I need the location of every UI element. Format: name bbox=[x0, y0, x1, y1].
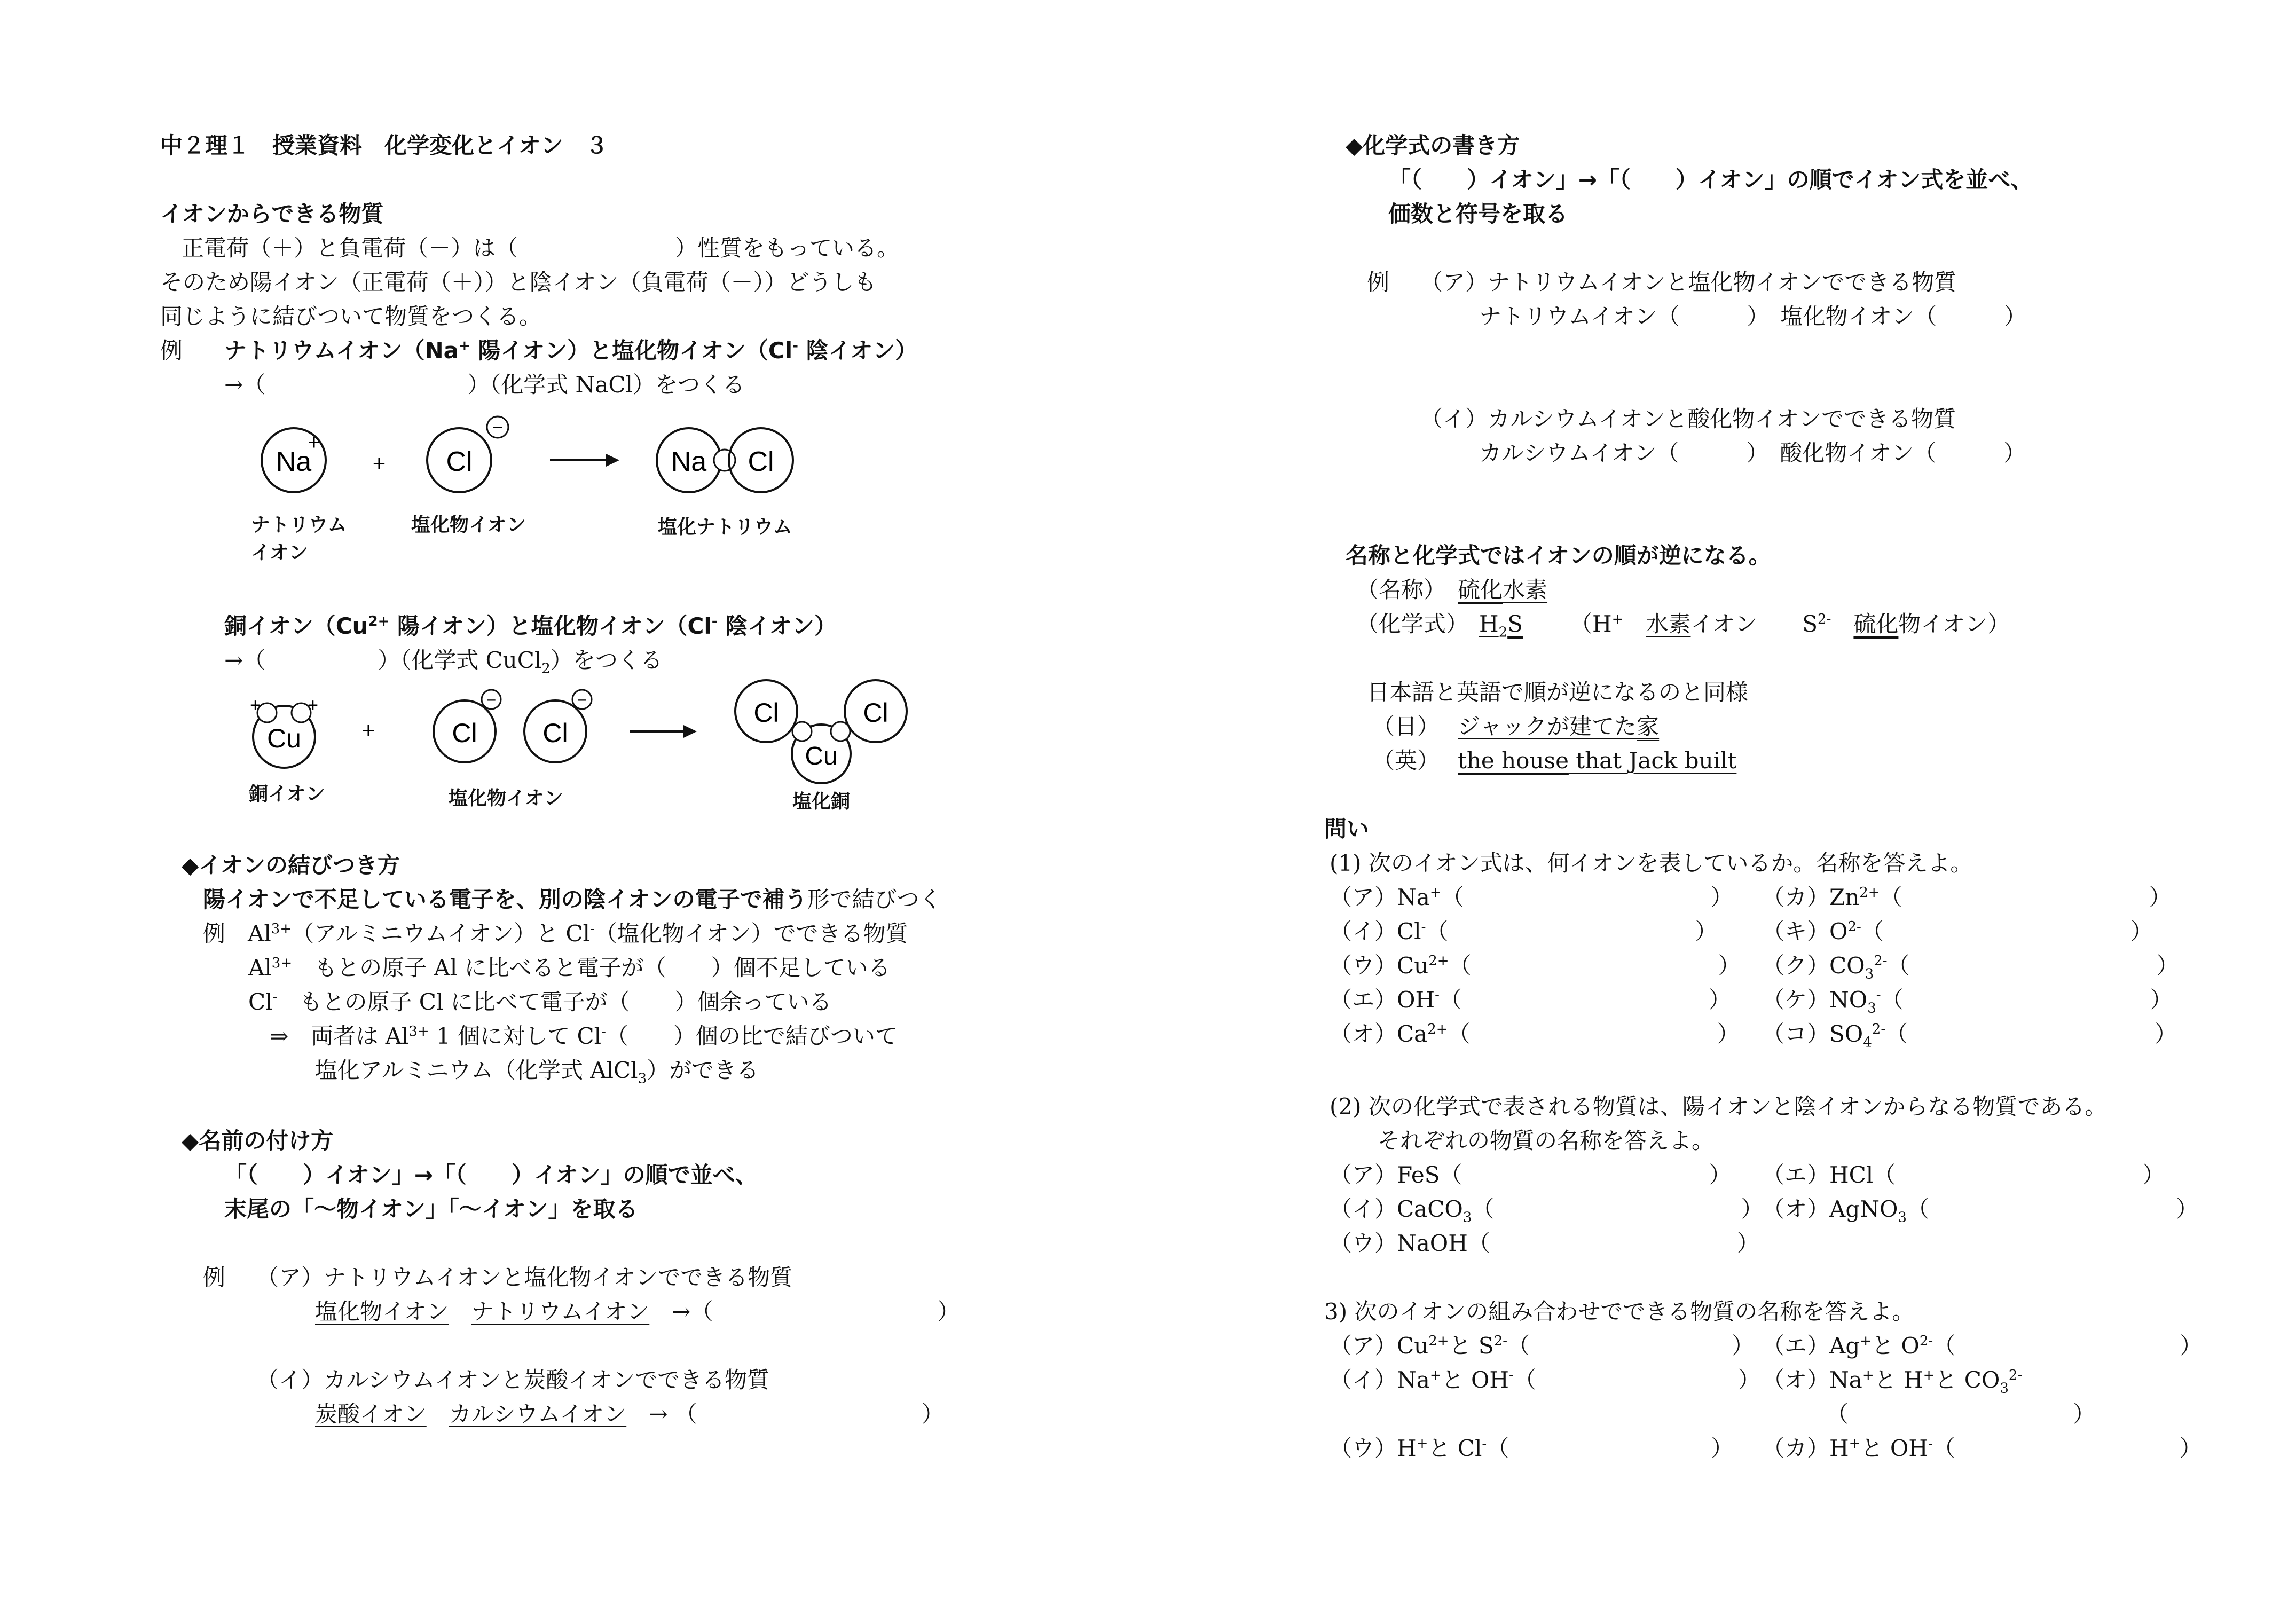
q3-ion-a: H bbox=[1397, 1435, 1417, 1461]
worksheet-header: 中２理１ 授業資料 化学変化とイオン ３ bbox=[160, 132, 608, 159]
q1-item bbox=[1762, 987, 2173, 1017]
q3-ion-b-charge: + bbox=[1923, 1367, 1935, 1383]
q2-item bbox=[1330, 1196, 1764, 1226]
q3-item-label: （ウ） bbox=[1330, 1435, 1397, 1461]
q3-ion-a: Ag bbox=[1829, 1333, 1860, 1359]
q1-item bbox=[1330, 989, 1731, 1011]
q2-item-formula: FeS bbox=[1397, 1162, 1440, 1188]
q1-item-formula: Ca bbox=[1397, 1021, 1428, 1047]
q3-item-label: （カ） bbox=[1762, 1435, 1830, 1461]
cucl2-cl-symbol-1: Cl bbox=[753, 698, 779, 728]
english-example: the house that Jack built bbox=[1458, 747, 1737, 774]
bonding-example: 例 $Al^{3+}$（アルミニウムイオン）と Cl-（塩化物イオン）でできる物質 bbox=[203, 920, 908, 947]
q2-item-sub: 3 bbox=[1462, 1209, 1472, 1226]
chloride-minus-charge: − bbox=[492, 418, 503, 438]
example-label: 例 bbox=[160, 337, 183, 364]
naming-rule-1: 「（ ）イオン」→「（ ）イオン」の順で並べ、 bbox=[224, 1162, 758, 1188]
q3-ion-a: Cu bbox=[1397, 1333, 1429, 1359]
q3-ion-b-charge: 2- bbox=[1919, 1333, 1933, 1349]
q3-item-label: （エ） bbox=[1762, 1333, 1830, 1359]
q1-item-label: （コ） bbox=[1762, 1021, 1830, 1047]
q3-item-label: （イ） bbox=[1330, 1367, 1397, 1393]
chloride-symbol: Cl bbox=[446, 446, 473, 477]
q3-ion-a: Na bbox=[1829, 1367, 1862, 1393]
q2-answer-blank[interactable]: （ ） bbox=[1467, 1230, 1759, 1256]
plus-sign-2: + bbox=[361, 718, 375, 743]
q1-answer-blank[interactable]: （ ） bbox=[1426, 918, 1718, 944]
q3-item bbox=[1330, 1369, 1760, 1391]
q3-item bbox=[1762, 1335, 2202, 1357]
intro-line-1: 正電荷（＋）と負電荷（－）は（ ）性質をもっている。 bbox=[182, 235, 900, 261]
q3-ion-b: と S bbox=[1449, 1333, 1494, 1359]
reverse-name-value: 硫化水素 bbox=[1458, 577, 1548, 603]
question-2-line-2: それぞれの物質の名称を答えよ。 bbox=[1378, 1128, 1715, 1154]
q1-item-charge: - bbox=[1876, 987, 1881, 1003]
naming-rule-2: 末尾の「～物イオン」「～イオン」を取る bbox=[224, 1196, 638, 1222]
label-chloride-ion-2: 塩化物イオン bbox=[449, 788, 563, 809]
q1-answer-blank[interactable]: （ ） bbox=[1887, 952, 2179, 979]
q3-answer-blank[interactable]: （ ） bbox=[1487, 1435, 1734, 1461]
q1-item-formula: Zn bbox=[1829, 884, 1860, 910]
bonding-line-alcl3: 塩化アルミニウム（化学式 AlCl$_3$）ができる bbox=[315, 1057, 759, 1087]
q3-ion-c-charge: 2- bbox=[2008, 1367, 2023, 1383]
reverse-formula-label: （化学式） bbox=[1356, 611, 1469, 637]
bonding-line-ratio: ⇒ 両者は $Al^{3+}$ 1 個に対して Cl-（ ）個の比で結びついて bbox=[270, 1023, 898, 1049]
q1-item bbox=[1330, 886, 1733, 909]
q1-item-label: （ア） bbox=[1330, 884, 1397, 910]
chloride-minus-2: − bbox=[577, 690, 587, 710]
chloride-symbol-2: Cl bbox=[542, 718, 568, 748]
q1-item-label: （カ） bbox=[1762, 884, 1830, 910]
reverse-order-title: 名称と化学式ではイオンの順が逆になる。 bbox=[1346, 542, 1771, 569]
q3-ion-b-charge: - bbox=[1482, 1436, 1487, 1452]
q1-item-sub: 4 bbox=[1863, 1034, 1872, 1051]
q3-ion-a: Na bbox=[1397, 1367, 1430, 1393]
q1-item-formula: OH bbox=[1397, 987, 1435, 1013]
formula-example-a-blanks: ナトリウムイオン（ ） 塩化物イオン（ ） bbox=[1479, 303, 2027, 329]
q2-item bbox=[1330, 1232, 1759, 1255]
naming-example-a: （ア）ナトリウムイオンと塩化物イオンでできる物質 bbox=[256, 1264, 793, 1290]
label-copper-ion: 銅イオン bbox=[249, 783, 325, 805]
copper-symbol: Cu bbox=[267, 723, 301, 753]
cucl2-bond-2 bbox=[831, 722, 850, 741]
q1-item-formula: Cu bbox=[1397, 952, 1429, 979]
q1-item-charge: - bbox=[1435, 987, 1440, 1003]
q1-answer-blank[interactable]: （ ） bbox=[1449, 952, 1741, 979]
formula-example-b: （イ）カルシウムイオンと酸化物イオンでできる物質 bbox=[1420, 406, 1956, 432]
q2-item bbox=[1762, 1196, 2198, 1226]
q1-item-sub: 3 bbox=[1867, 1000, 1876, 1017]
section-title-naming: ◆名前の付け方 bbox=[182, 1128, 334, 1154]
bonding-rule: 陽イオンで不足している電子を、別の陰イオンの電子で補う形で結びつく bbox=[203, 886, 942, 912]
example-2-arrow: →（ ）（化学式 CuCl$_2$）をつくる bbox=[224, 647, 663, 677]
q2-item-formula: NaOH bbox=[1397, 1230, 1468, 1256]
q2-item-label: （オ） bbox=[1762, 1196, 1830, 1222]
q2-item bbox=[1330, 1164, 1732, 1186]
q3-item-label: （オ） bbox=[1762, 1367, 1830, 1393]
q3-ion-a: H bbox=[1829, 1435, 1849, 1461]
plus-sign: + bbox=[372, 451, 386, 476]
formula-example-label: 例 bbox=[1367, 269, 1390, 295]
cucl2-diagram bbox=[246, 678, 940, 785]
nacl-cl-symbol: Cl bbox=[748, 446, 774, 477]
q1-item-charge: - bbox=[1421, 919, 1426, 935]
q3-ion-b-charge: 2- bbox=[1493, 1333, 1508, 1349]
section-title-ion-substances: イオンからできる物質 bbox=[160, 201, 384, 227]
formula-rule-2: 価数と符号を取る bbox=[1388, 201, 1568, 227]
q3-item-label: （ア） bbox=[1330, 1333, 1397, 1359]
japanese-label: （日） bbox=[1372, 713, 1440, 739]
q3-ion-b: と O bbox=[1872, 1333, 1920, 1359]
q1-item-formula: SO bbox=[1829, 1021, 1863, 1047]
q3-ion-b-charge: - bbox=[1928, 1436, 1933, 1452]
label-copper-chloride: 塩化銅 bbox=[792, 791, 851, 813]
copper-plus-2: + bbox=[308, 695, 318, 715]
question-2: (2) 次の化学式で表される物質は、陽イオンと陰イオンからなる物質である。 bbox=[1330, 1093, 2108, 1120]
q1-item-label: （ケ） bbox=[1762, 987, 1830, 1013]
q3-ion-b: と OH bbox=[1441, 1367, 1509, 1393]
reaction-arrowhead-2 bbox=[683, 725, 697, 738]
q1-item bbox=[1762, 1021, 2177, 1051]
nacl-bond-circle bbox=[714, 450, 735, 471]
q1-item-charge: 2+ bbox=[1427, 1021, 1448, 1037]
q3-ion-a-charge: 2+ bbox=[1428, 1333, 1449, 1349]
chloride-minus-1: − bbox=[486, 690, 497, 710]
q1-item-formula: NO bbox=[1829, 987, 1868, 1013]
q1-answer-blank[interactable]: （ ） bbox=[1885, 1021, 2177, 1047]
q1-item-formula: CO bbox=[1829, 952, 1865, 979]
q3-answer-blank[interactable]: （ ） bbox=[1513, 1367, 1760, 1393]
q1-item-label: （イ） bbox=[1330, 918, 1397, 944]
section-title-formula: ◆化学式の書き方 bbox=[1346, 132, 1520, 159]
q3-answer-blank[interactable]: （ ） bbox=[1933, 1333, 2203, 1359]
q2-item-formula: HCl bbox=[1829, 1162, 1874, 1188]
label-sodium-chloride: 塩化ナトリウム bbox=[658, 516, 792, 538]
naming-example-b: （イ）カルシウムイオンと炭酸イオンでできる物質 bbox=[256, 1367, 770, 1393]
q3-ion-b: と H bbox=[1874, 1367, 1923, 1393]
q1-item-label: （ク） bbox=[1762, 952, 1830, 979]
q2-answer-blank[interactable]: （ ） bbox=[1472, 1196, 1764, 1222]
q1-item-label: （オ） bbox=[1330, 1021, 1397, 1047]
intro-line-2: そのため陽イオン（正電荷（＋））と陰イオン（負電荷（－））どうしも bbox=[160, 269, 877, 295]
q3-ion-a-charge: + bbox=[1429, 1367, 1442, 1383]
q1-item-sub: 3 bbox=[1865, 966, 1874, 982]
q2-item-label: （ア） bbox=[1330, 1162, 1397, 1188]
japanese-example: ジャックが建てた家 bbox=[1458, 713, 1660, 739]
q1-answer-blank[interactable]: （ ） bbox=[1881, 987, 2173, 1013]
q1-item bbox=[1330, 952, 1741, 979]
q2-item-sub: 3 bbox=[1898, 1209, 1907, 1226]
q2-item-label: （エ） bbox=[1762, 1162, 1830, 1188]
q1-item-charge: 2- bbox=[1872, 1021, 1886, 1037]
intro-line-3: 同じように結びついて物質をつくる。 bbox=[160, 303, 542, 329]
example-1-title: ナトリウムイオン（Na+ 陽イオン）と塩化物イオン（Cl- 陰イオン） bbox=[224, 337, 918, 364]
copper-plus-1: + bbox=[250, 695, 261, 715]
q3-answer-blank[interactable]: （ ） bbox=[1507, 1333, 1755, 1359]
nacl-na-symbol: Na bbox=[671, 446, 707, 477]
q3-answer-blank[interactable]: （ ） bbox=[1826, 1401, 2096, 1427]
analogy-line: 日本語と英語で順が逆になるのと同様 bbox=[1367, 679, 1749, 705]
q1-item-charge: 2+ bbox=[1428, 953, 1449, 969]
q1-answer-blank[interactable]: （ ） bbox=[1880, 884, 2172, 910]
bonding-line-cl: Cl- もとの原子 Cl に比べて電子が（ ）個余っている bbox=[248, 989, 832, 1015]
q2-item bbox=[1762, 1164, 2165, 1186]
q1-item-charge: 2+ bbox=[1859, 885, 1880, 901]
q1-item-charge: + bbox=[1429, 885, 1442, 901]
nacl-diagram bbox=[246, 411, 833, 507]
q1-item bbox=[1762, 920, 2153, 943]
q3-item bbox=[1330, 1437, 1733, 1460]
q1-item-formula: Cl bbox=[1397, 918, 1421, 944]
chloride-symbol-1: Cl bbox=[452, 718, 477, 748]
q3-item bbox=[1330, 1335, 1754, 1357]
formula-example-b-blanks: カルシウムイオン（ ） 酸化物イオン（ ） bbox=[1479, 440, 2026, 466]
reverse-formula-value: $H_2S$ bbox=[1479, 611, 1523, 641]
formula-example-a: （ア）ナトリウムイオンと塩化物イオンでできる物質 bbox=[1420, 269, 1957, 295]
naming-example-b-answer: 炭酸イオン カルシウムイオン → （ ） bbox=[315, 1401, 944, 1427]
q3-ion-a-charge: + bbox=[1860, 1333, 1872, 1349]
q1-item bbox=[1330, 920, 1717, 943]
q1-item-charge: 2- bbox=[1874, 953, 1888, 969]
example-2-title: 銅イオン（$Cu^{2+}$ 陽イオン）と塩化物イオン（Cl- 陰イオン） bbox=[224, 613, 837, 639]
q1-item bbox=[1762, 886, 2172, 909]
label-sodium-ion: ナトリウム イオン bbox=[251, 514, 347, 564]
q3-ion-c-sub: 3 bbox=[2000, 1380, 2009, 1397]
section-title-bonding: ◆イオンの結びつき方 bbox=[182, 852, 400, 878]
q3-item bbox=[1762, 1367, 2023, 1397]
question-3: 3) 次のイオンの組み合わせでできる物質の名称を答えよ。 bbox=[1324, 1298, 1915, 1325]
q3-ion-a-charge: + bbox=[1416, 1436, 1428, 1452]
q1-answer-blank[interactable]: （ ） bbox=[1439, 987, 1731, 1013]
q1-answer-blank[interactable]: （ ） bbox=[1448, 1021, 1740, 1047]
naming-example-label: 例 bbox=[203, 1264, 226, 1290]
q1-item bbox=[1330, 1023, 1740, 1045]
q3-ion-a-charge: + bbox=[1862, 1367, 1874, 1383]
q1-answer-blank[interactable]: （ ） bbox=[1441, 884, 1733, 910]
q1-item-formula: Na bbox=[1397, 884, 1430, 910]
cucl2-cu-symbol: Cu bbox=[805, 742, 838, 770]
question-1: (1) 次のイオン式は、何イオンを表しているか。名称を答えよ。 bbox=[1330, 850, 1973, 876]
cucl2-bond-1 bbox=[792, 722, 812, 741]
q2-answer-blank[interactable]: （ ） bbox=[1906, 1196, 2198, 1222]
reverse-name-label: （名称） bbox=[1356, 577, 1446, 603]
reaction-arrowhead bbox=[606, 454, 619, 467]
sodium-symbol: Na bbox=[276, 446, 312, 477]
q1-answer-blank[interactable]: （ ） bbox=[1861, 918, 2153, 944]
naming-example-a-answer: 塩化物イオン ナトリウムイオン →（ ） bbox=[315, 1298, 960, 1325]
q1-item-label: （キ） bbox=[1762, 918, 1830, 944]
q2-answer-blank[interactable]: （ ） bbox=[1873, 1162, 2165, 1188]
q3-item bbox=[1762, 1437, 2202, 1460]
formula-rule-1: 「（ ）イオン」→「（ ）イオン」の順でイオン式を並べ、 bbox=[1388, 167, 2033, 193]
q3-answer-blank[interactable]: （ ） bbox=[1932, 1435, 2202, 1461]
q2-item-label: （ウ） bbox=[1330, 1230, 1397, 1256]
q3-ion-b-charge: - bbox=[1509, 1367, 1514, 1383]
example-1-arrow: →（ ）（化学式 NaCl）をつくる bbox=[224, 372, 745, 398]
q1-item-charge: 2- bbox=[1847, 919, 1861, 935]
q1-item-label: （ウ） bbox=[1330, 952, 1397, 979]
q1-item-formula: O bbox=[1829, 918, 1848, 944]
label-chloride-ion: 塩化物イオン bbox=[411, 514, 526, 536]
q1-item-label: （エ） bbox=[1330, 987, 1397, 1013]
q3-ion-b: と Cl bbox=[1428, 1435, 1482, 1461]
q1-item bbox=[1762, 952, 2179, 982]
q3-ion-a-charge: + bbox=[1849, 1436, 1861, 1452]
q2-item-label: （イ） bbox=[1330, 1196, 1397, 1222]
questions-title: 問い bbox=[1324, 816, 1370, 842]
bonding-line-al: $Al^{3+}$ もとの原子 Al に比べると電子が（ ）個不足している bbox=[248, 955, 891, 981]
reverse-formula-ions: （H+ 水素イオン $S^{2-}$ 硫化物イオン） bbox=[1570, 611, 2010, 637]
sodium-plus-charge: + bbox=[308, 431, 320, 454]
q3-ion-b: と OH bbox=[1860, 1435, 1928, 1461]
q3-ion-c: と CO bbox=[1935, 1367, 2000, 1393]
q2-item-formula: CaCO bbox=[1397, 1196, 1463, 1222]
cucl2-cl-symbol-2: Cl bbox=[863, 698, 888, 728]
english-label: （英） bbox=[1372, 747, 1440, 774]
q2-item-formula: AgNO bbox=[1829, 1196, 1898, 1222]
q2-answer-blank[interactable]: （ ） bbox=[1440, 1162, 1732, 1188]
